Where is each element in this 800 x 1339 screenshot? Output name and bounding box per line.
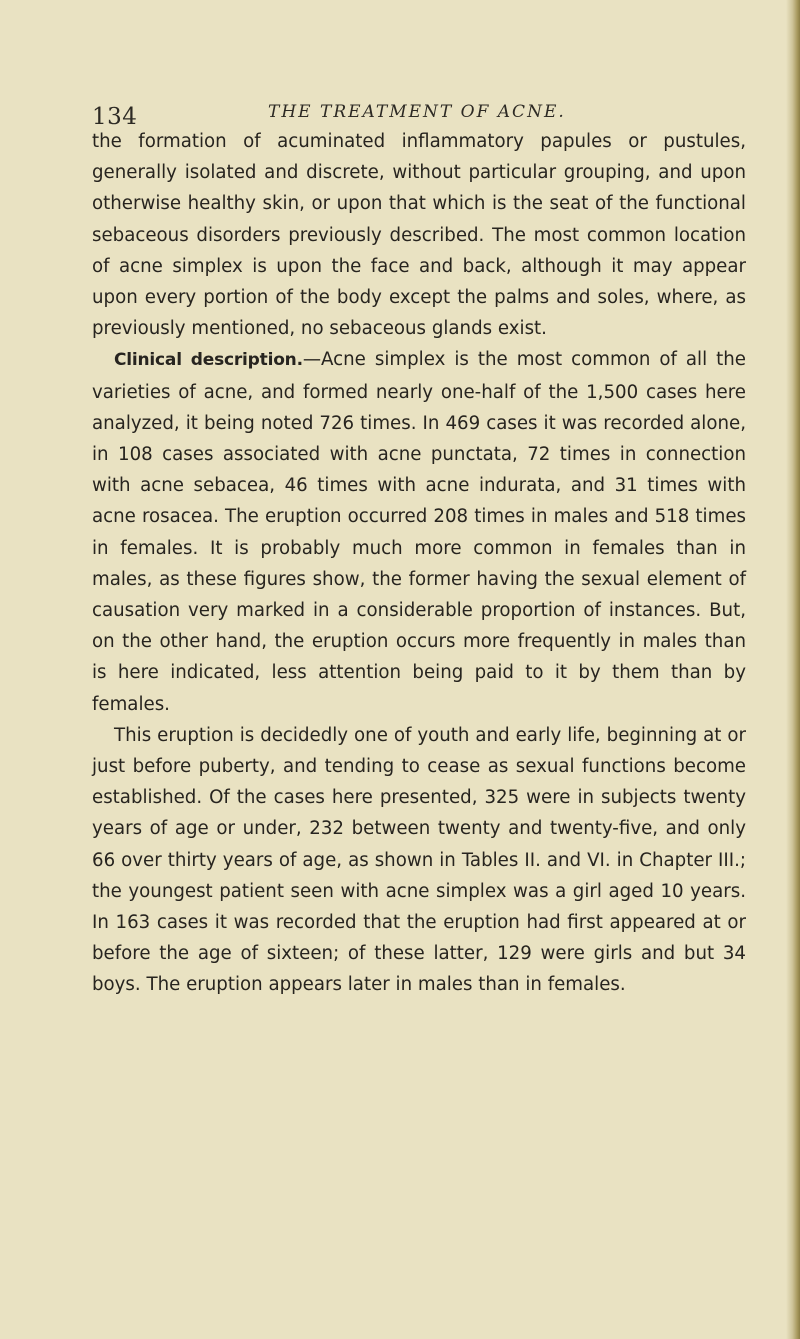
running-head: THE TREATMENT OF ACNE.	[268, 102, 566, 122]
paragraph-1: the formation of acuminated inflammatory papules or pustules, generally isolated and discrete, without particular grouping, and upon otherwise healthy skin, or upon that which is the seat of the functional sebaceous disorders previously described. The most common location of acne simplex is upon the face and back, although it may appear upon every portion of the body except the palms and soles, where, as previously mentioned, no sebaceous glands exist.	[92, 131, 746, 340]
paragraph-3: This eruption is decidedly one of youth and early life, beginning at or just before puberty, and tending to cease as sexual functions become established. Of the cases here presented, 325 were in subjects twenty years of age or under, 232 between twenty and twenty-five, and only 66 over thirty years of age, as shown in Tables II. and VI. in Chapter III.; the youngest patient seen with acne simplex was a girl aged 10 years. In 163 cases it was recorded that the eruption had first appeared at or before the age of sixteen; of these latter, 129 were girls and but 34 boys. The eruption appears later in males than in females.	[92, 724, 746, 996]
section-heading: Clinical description.	[114, 350, 303, 371]
body-text	[92, 126, 746, 1001]
paragraph-2	[92, 344, 746, 719]
paragraph-2-text: —Acne simplex is the most common of all the varieties of acne, and formed nearly one-half of the 1,500 cases here analyzed, it being noted 726 times. In 469 cases it was recorded alone, in 108 cases associated with acne punctata, 72 times in connection with acne sebacea, 46 times with acne indurata, and 31 times with acne rosacea. The eruption occurred 208 times in males and 518 times in females. It is probably much more common in females than in males, as these figures show, the former having the sexual element of causation very marked in a considerable proportion of instances. But, on the other hand, the eruption occurs more frequently in males than is here indicated, less attention being paid to it by them than by females.	[92, 349, 746, 715]
page-number: 134	[92, 104, 138, 130]
page-edge-shadow	[786, 0, 800, 1339]
